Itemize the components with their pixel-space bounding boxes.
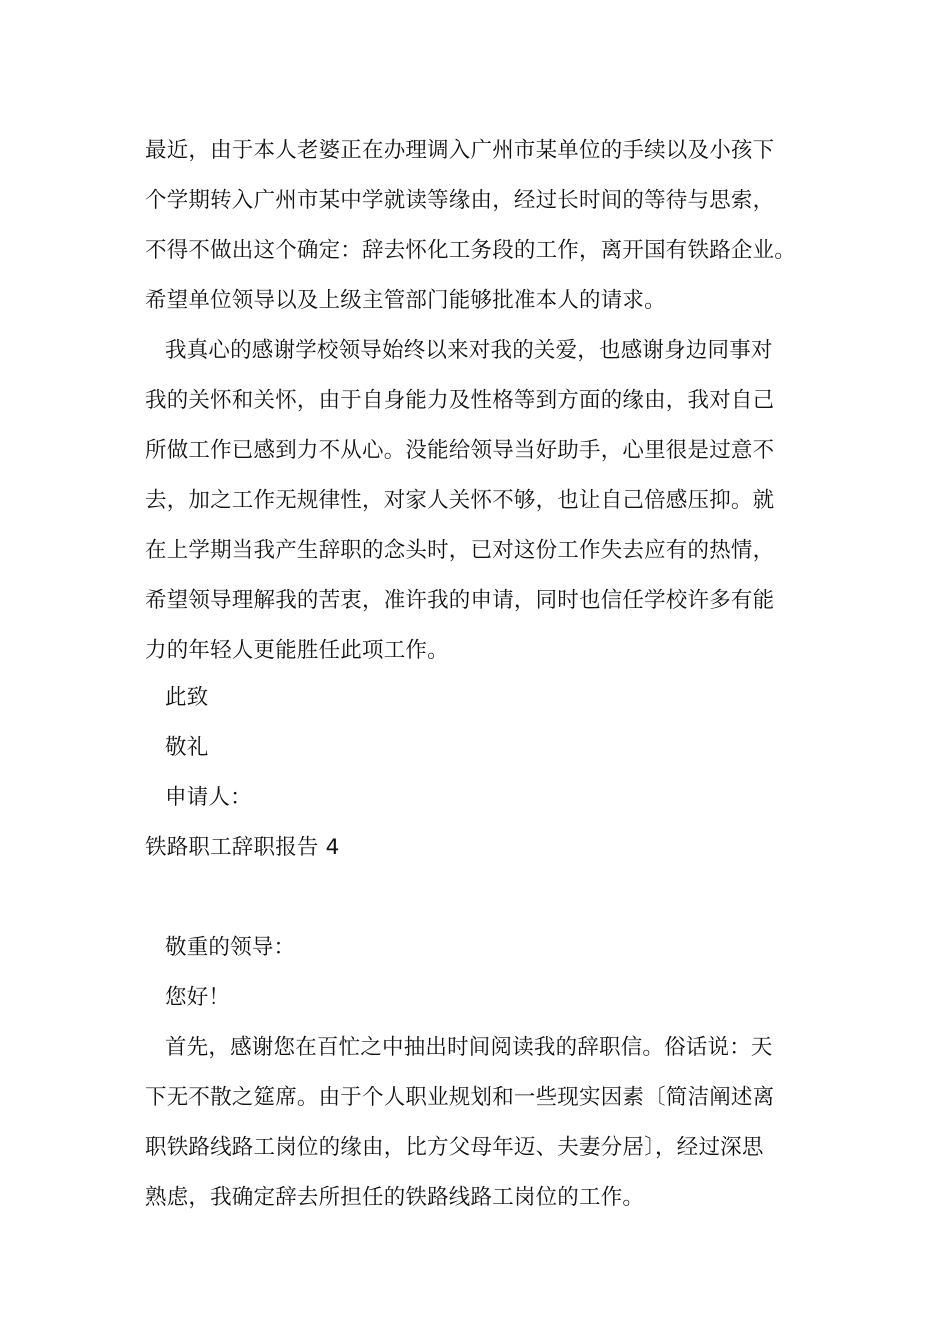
closing-regards: 敬礼 <box>165 735 209 760</box>
paragraph-line: 个学期转入广州市某中学就读等缘由，经过长时间的等待与思索， <box>145 188 775 213</box>
paragraph-line: 我真心的感谢学校领导始终以来对我的关爱，也感谢身边同事对 <box>165 338 773 363</box>
greeting: 敬重的领导： <box>165 935 296 960</box>
applicant-label: 申请人： <box>165 785 252 810</box>
paragraph-line: 在上学期当我产生辞职的念头时，已对这份工作失去应有的热情， <box>145 538 775 563</box>
paragraph-line: 下无不散之筵席。由于个人职业规划和一些现实因素〔简洁阐述离 <box>145 1085 775 1110</box>
closing-salutation: 此致 <box>165 685 209 710</box>
paragraph-line: 我的关怀和关怀，由于自身能力及性格等到方面的缘由，我对自己 <box>145 388 775 413</box>
paragraph-line: 熟虑，我确定辞去所担任的铁路线路工岗位的工作。 <box>145 1185 645 1210</box>
greeting-hello: 您好！ <box>165 985 231 1010</box>
paragraph-line: 去，加之工作无规律性，对家人关怀不够，也让自己倍感压抑。就 <box>145 488 775 513</box>
paragraph-line: 所做工作已感到力不从心。没能给领导当好助手，心里很是过意不 <box>145 438 775 463</box>
paragraph-line: 不得不做出这个确定：辞去怀化工务段的工作，离开国有铁路企业。 <box>145 238 797 263</box>
paragraph-line: 最近，由于本人老婆正在办理调入广州市某单位的手续以及小孩下 <box>145 138 775 163</box>
section-title: 铁路职工辞职报告 4 <box>145 835 340 860</box>
paragraph-line: 希望单位领导以及上级主管部门能够批准本人的请求。 <box>145 288 666 313</box>
paragraph-line: 职铁路线路工岗位的缘由，比方父母年迈、夫妻分居〕，经过深思 <box>145 1135 764 1160</box>
paragraph-line: 首先，感谢您在百忙之中抽出时间阅读我的辞职信。俗话说：天 <box>165 1035 773 1060</box>
paragraph-line: 希望领导理解我的苦衷，准许我的申请，同时也信任学校许多有能 <box>145 588 775 613</box>
paragraph-line: 力的年轻人更能胜任此项工作。 <box>145 638 449 663</box>
